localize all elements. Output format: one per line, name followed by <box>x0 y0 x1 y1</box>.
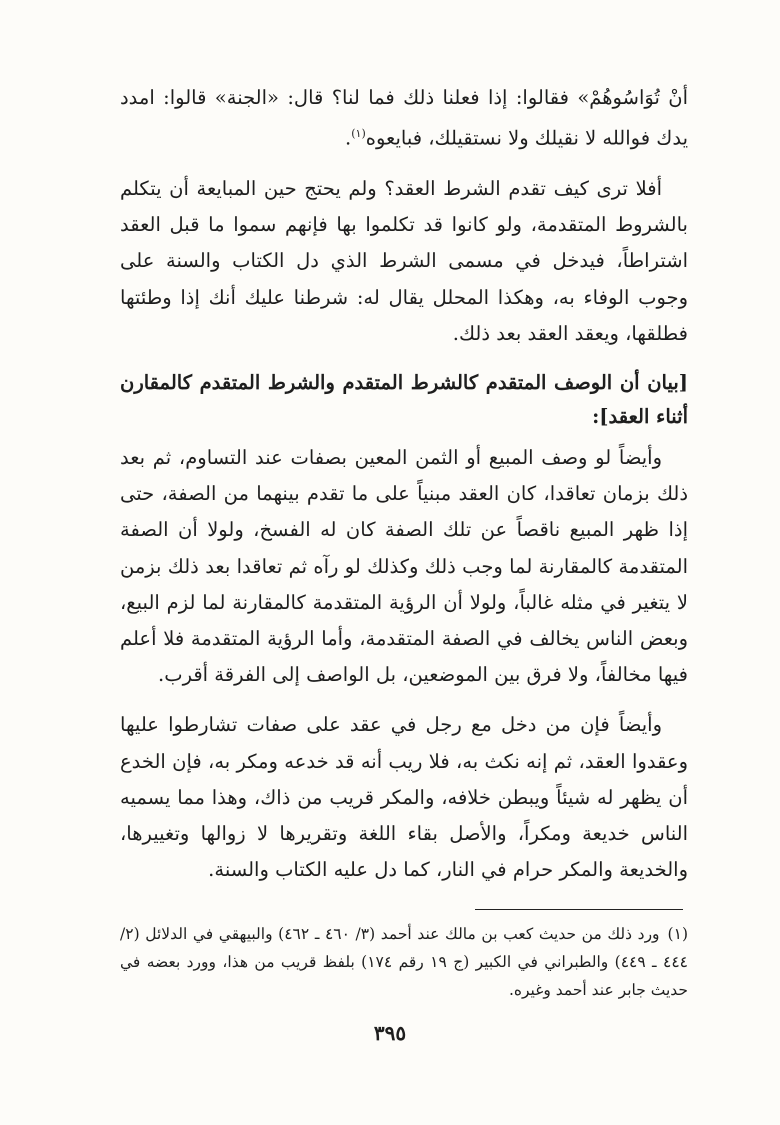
paragraph-2: أفلا ترى كيف تقدم الشرط العقد؟ ولم يحتج حين المبايعة أن يتكلم بالشروط المتقدمة، ولو كانوا قد تكلموا بها فإنهم سموا ما قبل العقد اشتراطاً، فيدخل في مسمى الشرط الذي دل الكتاب والسنة على وجوب الوفاء به، وهكذا المحلل يقال له: شرطنا عليك أنك إذا وطئتها فطلقها، ويعقد العقد بعد ذلك. <box>120 176 688 345</box>
footnote <box>120 920 688 1004</box>
footnote-divider <box>475 909 683 910</box>
paragraph-1 <box>120 80 688 157</box>
paragraph-3: وأيضاً لو وصف المبيع أو الثمن المعين بصفات عند التساوم، ثم بعد ذلك بزمان تعاقدا، كان العقد مبنياً على ما تقدم بينهما من الصفة، حتى إذا ظهر المبيع ناقصاً عن تلك الصفة كان له الفسخ، ولولا أن الصفة المتقدمة كالمقارنة لما وجب ذلك وكذلك لو رآه ثم تعاقدا بعد ذلك بزمن لا يتغير في مثله غالباً، ولولا أن الرؤية المتقدمة كالمقارنة لما لزم البيع، وبعض الناس يخالف في الصفة المتقدمة، وأما الرؤية المتقدمة فلا أعلم فيها مخالفاً، ولا فرق بين الموضعين، بل الواصف إلى الفرقة أقرب. <box>120 445 688 687</box>
footnote-reference[interactable]: (١) <box>351 127 366 141</box>
footnote-text: ورد ذلك من حديث كعب بن مالك عند أحمد (٣/ ٤٦٠ ـ ٤٦٢) والبيهقي في الدلائل (٢/ ٤٤٤ ـ ٤٤٩) والطبراني في الكبير (ج ١٩ رقم ١٧٤) بلفظ قريب من هذا، وورد بعضه في حديث جابر عند أحمد وغيره. <box>120 925 688 999</box>
section-heading: [بيان أن الوصف المتقدم كالشرط المتقدم والشرط المتقدم كالمقارن أثناء العقد]: <box>120 370 688 428</box>
page-number: ٣٩٥ <box>373 1021 407 1045</box>
paragraph-4: وأيضاً فإن من دخل مع رجل في عقد على صفات تشارطوا عليها وعقدوا العقد، ثم إنه نكث به، فلا ريب أنه قد خدعه ومكر به، فإن الخدع أن يظهر له شيئاً ويبطن خلافه، والمكر قريب من ذاك، وهذا مما يسميه الناس خديعة ومكراً، والأصل بقاء اللغة وتقريرها لا زوالها وتغييرها، والخديعة والمكر حرام في النار، كما دل عليه الكتاب والسنة. <box>120 713 689 882</box>
main-text <box>120 80 688 902</box>
paragraph-1-text: أنْ تُوَاسُوهُمْ» فقالوا: إذا فعلنا ذلك فما لنا؟ قال: «الجنة» قالوا: امدد يدك فوالله لا نقيلك ولا نستقيلك، فبايعوه <box>120 86 688 150</box>
footnote-number: (١) <box>667 925 688 943</box>
paragraph-1-end: . <box>345 126 352 150</box>
